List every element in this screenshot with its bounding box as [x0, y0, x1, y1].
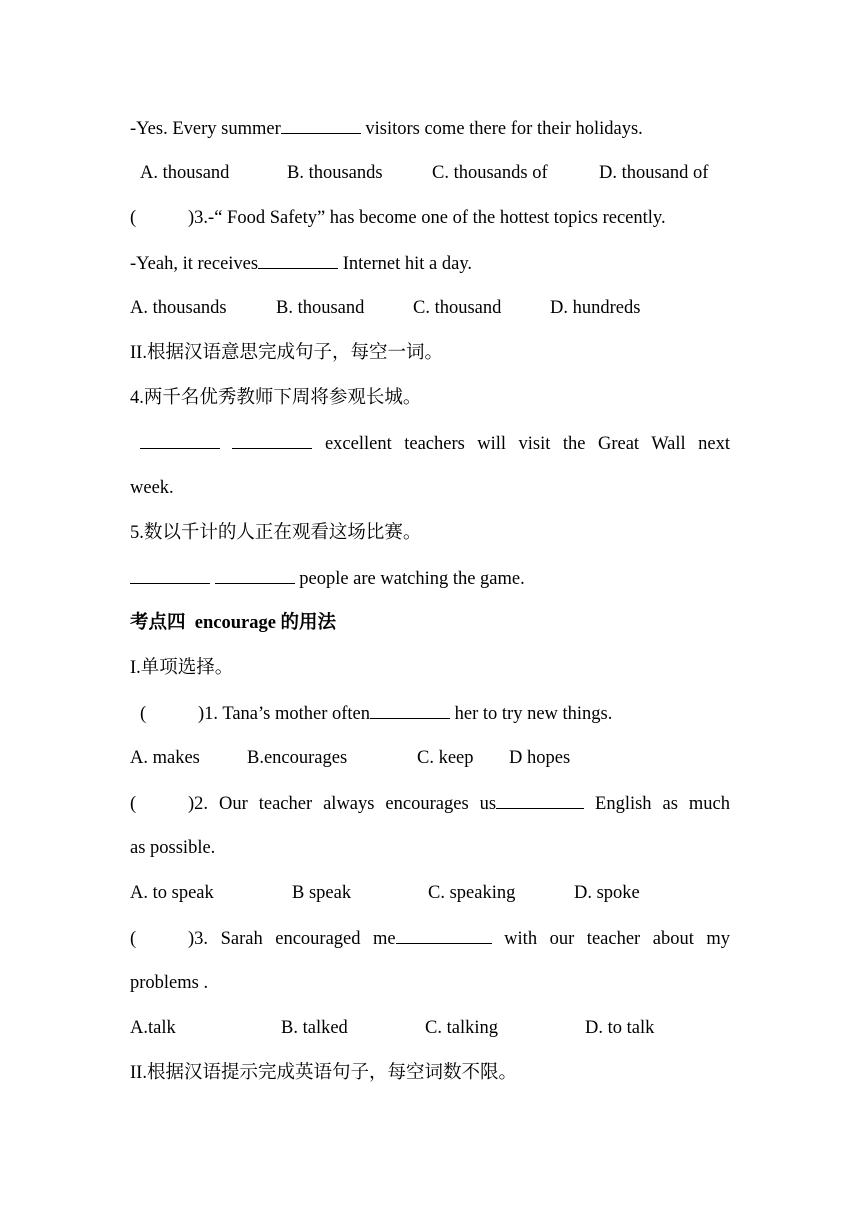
- q3-option-d: D. hundreds: [550, 298, 641, 318]
- e1-question-text: )1. Tana’s mother often: [198, 704, 371, 724]
- q5-blank-1[interactable]: [130, 566, 210, 584]
- e2-option-a: A. to speak: [130, 883, 214, 903]
- e2-blank[interactable]: [496, 791, 584, 809]
- q4-english-cont: week.: [130, 478, 174, 498]
- q3-answer-line: [130, 251, 730, 276]
- e1-answer-paren[interactable]: (: [140, 704, 147, 724]
- e2-options: [130, 881, 730, 1025]
- q2-option-b: B. thousands: [287, 163, 383, 183]
- q5-english-line: [130, 566, 730, 591]
- q4-blank-2[interactable]: [232, 431, 312, 449]
- e1-blank[interactable]: [370, 701, 450, 719]
- q2-answer-text: -Yes. Every summer: [130, 119, 281, 139]
- q2-answer-rest: visitors come there for their holidays.: [360, 119, 643, 139]
- e1-option-a: A. makes: [130, 748, 200, 768]
- q3-answer-blank[interactable]: [258, 251, 338, 269]
- e1-option-d: D hopes: [509, 748, 571, 768]
- q2-option-a: A. thousand: [140, 163, 230, 183]
- e3-option-d: D. to talk: [585, 1018, 655, 1038]
- e2-stem-cont: as possible.: [130, 838, 216, 858]
- e3-option-a: A.talk: [130, 1018, 176, 1038]
- e1-stem: [130, 701, 730, 726]
- e2-answer-paren[interactable]: (: [130, 794, 137, 814]
- e1-options: [130, 746, 730, 890]
- q4-english-line: [130, 431, 730, 456]
- q4-blank-1[interactable]: [140, 431, 220, 449]
- q3-question-text: )3.-“ Food Safety” has become one of the hottest topics recently.: [188, 208, 666, 228]
- e2-stem: [130, 791, 730, 816]
- q3-option-c: C. thousand: [413, 298, 502, 318]
- q3-option-b: B. thousand: [276, 298, 365, 318]
- q2-option-d: D. thousand of: [599, 163, 709, 183]
- q2-options: [130, 161, 730, 305]
- section-i-heading: I.单项选择。: [130, 658, 234, 678]
- e3-blank[interactable]: [396, 926, 492, 944]
- q4-english-text: excellent teachers will visit the Great Wall next: [324, 434, 731, 454]
- q2-answer-line: [130, 116, 730, 141]
- e3-question-rest: with our teacher about my: [491, 929, 731, 949]
- e3-answer-paren[interactable]: (: [130, 929, 137, 949]
- e2-question-rest: English as much: [584, 794, 730, 814]
- e1-question-rest: her to try new things.: [450, 704, 613, 724]
- topic4-heading: 考点四 encourage 的用法: [130, 613, 337, 633]
- e2-option-b: B speak: [292, 883, 352, 903]
- q5-blank-2[interactable]: [215, 566, 295, 584]
- q5-chinese: 5.数以千计的人正在观看这场比赛。: [130, 523, 422, 543]
- q2-answer-blank[interactable]: [281, 116, 361, 134]
- q3-option-a: A. thousands: [130, 298, 227, 318]
- q3-answer-paren[interactable]: (: [130, 208, 137, 228]
- e2-option-c: C. speaking: [428, 883, 516, 903]
- e3-question-text: )3. Sarah encouraged me: [188, 929, 396, 949]
- e2-question-text: )2. Our teacher always encourages us: [188, 794, 497, 814]
- e3-options: [130, 1016, 730, 1160]
- q4-chinese: 4.两千名优秀教师下周将参观长城。: [130, 388, 422, 408]
- e3-option-c: C. talking: [425, 1018, 498, 1038]
- q3-answer-text: -Yeah, it receives: [130, 254, 259, 274]
- e3-stem-cont: problems .: [130, 973, 209, 993]
- e2-option-d: D. spoke: [574, 883, 640, 903]
- section-ii-heading: II.根据汉语意思完成句子，每空一词。: [130, 343, 443, 363]
- e3-stem: [130, 926, 730, 951]
- q3-answer-rest: Internet hit a day.: [338, 254, 472, 274]
- q3-options: [130, 296, 730, 440]
- e1-option-c: C. keep: [417, 748, 474, 768]
- section-ii-b-heading: II.根据汉语提示完成英语句子，每空词数不限。: [130, 1063, 517, 1083]
- q5-english-text: people are watching the game.: [299, 569, 525, 589]
- e3-option-b: B. talked: [281, 1018, 348, 1038]
- q3-stem: [130, 206, 730, 230]
- e1-option-b: B.encourages: [247, 748, 348, 768]
- q2-option-c: C. thousands of: [432, 163, 548, 183]
